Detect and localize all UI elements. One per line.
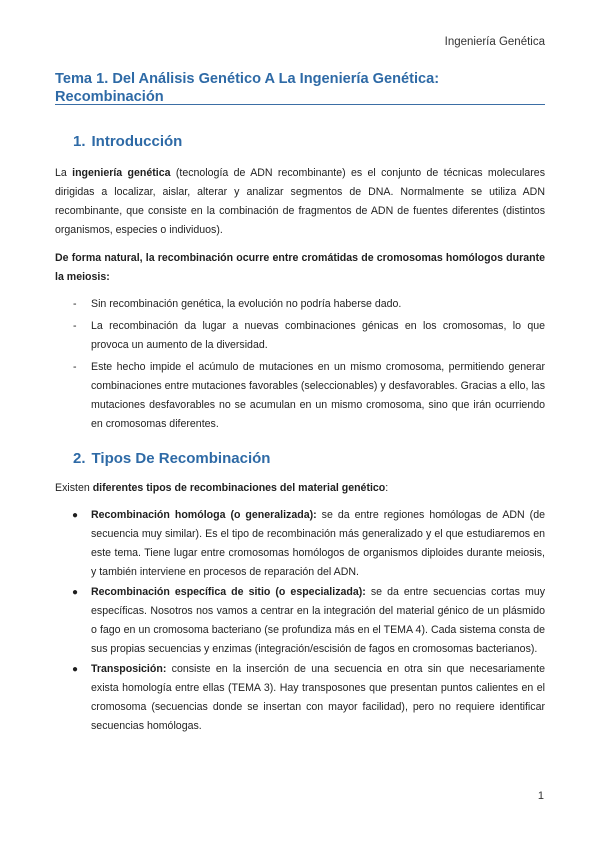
list-item-text: Este hecho impide el acúmulo de mutaciones en un mismo cromosoma, permitiendo generar combinaciones entre mutaciones favorables (seleccionables) y desfavorables. Gracias a ello, las mutaciones desfavorables no se acumulan en un mismo cromosoma, sino que irán ocurriendo en cromosomas diferentes. — [91, 361, 545, 430]
type-description: se da entre secuencias cortas muy específicas. Nosotros nos vamos a centrar en la integración del material génico de un plásmido o fago en un cromosoma bacteriano (se profundiza más en el TEMA 4). Cada sistema consta de sus propias secuencias y enzimas (integración/escisión de fagos en cromosomas bacterianos). — [91, 586, 546, 655]
list-item-text: Sin recombinación genética, la evolución no podría haberse dado. — [91, 298, 402, 310]
title-divider — [55, 104, 545, 105]
section-number: 2. — [73, 450, 86, 467]
list-item — [55, 506, 545, 582]
type-description: consiste en la inserción de una secuencia en otra sin que necesariamente exista homología entre ellas (TEMA 3). Hay transposones que presentan puntos calientes en el cromosoma (secuencias donde se insertan con mayor facilidad), pero no requiere identificar secuencias homólogas. — [91, 663, 545, 732]
dash-marker: - — [73, 361, 77, 373]
list-item — [55, 295, 545, 314]
list-item-text: La recombinación da lugar a nuevas combinaciones génicas en los cromosomas, lo que provoca un aumento de la diversidad. — [91, 320, 545, 351]
types-intro-paragraph — [55, 479, 545, 498]
list-item — [55, 317, 545, 355]
dash-marker: - — [73, 298, 77, 310]
section-heading-tipos — [55, 447, 545, 471]
document-body — [55, 130, 545, 737]
list-item — [55, 660, 545, 736]
type-term: Recombinación homóloga (o generalizada): — [91, 509, 317, 521]
intro-paragraph — [55, 164, 545, 240]
types-prefix: Existen — [55, 482, 93, 494]
list-item — [55, 358, 545, 434]
type-term: Recombinación específica de sitio (o especializada): — [91, 586, 366, 598]
intro-bold-term: ingeniería genética — [72, 167, 171, 179]
running-header: Ingeniería Genética — [444, 36, 545, 48]
section-title: Tipos De Recombinación — [91, 450, 271, 467]
meiosis-statement: De forma natural, la recombinación ocurre entre cromátidas de cromosomas homólogos durante la meiosis: — [55, 252, 545, 283]
type-term: Transposición: — [91, 663, 167, 675]
type-description: se da entre regiones homólogas de ADN (de secuencia muy similar). Es el tipo de recombinación más generalizado y el que estudiaremos en este tema. Tiene lugar entre cromosomas homólogos de organismos diploides durante meiosis, y también interviene en procesos de reparación del ADN. — [91, 509, 545, 578]
page-number: 1 — [537, 790, 544, 802]
recombination-points-list — [55, 295, 545, 434]
bullet-marker: ● — [72, 587, 79, 598]
types-bold-phrase: diferentes tipos de recombinaciones del material genético — [92, 482, 386, 494]
list-item — [55, 583, 545, 659]
document-title: Tema 1. Del Análisis Genético A La Ingeniería Genética: Recombinación — [55, 71, 440, 105]
section-heading-introduccion — [55, 130, 545, 154]
recombination-types-list — [55, 506, 545, 736]
bullet-marker: ● — [72, 510, 79, 521]
intro-rest: (tecnología de ADN recombinante) es el conjunto de técnicas moleculares dirigidas a localizar, aislar, alterar y analizar segmentos de DNA. Normalmente se utiliza ADN recombinante, que consiste en la combinación de fragmentos de ADN de fuentes diferentes (distintos organismos, especies o individuos). — [55, 167, 545, 236]
bullet-marker: ● — [72, 664, 79, 675]
types-suffix: : — [385, 482, 389, 494]
section-title: Introducción — [91, 133, 183, 150]
section-number: 1. — [73, 133, 86, 150]
intro-prefix: La — [55, 167, 73, 179]
dash-marker: - — [73, 320, 77, 332]
